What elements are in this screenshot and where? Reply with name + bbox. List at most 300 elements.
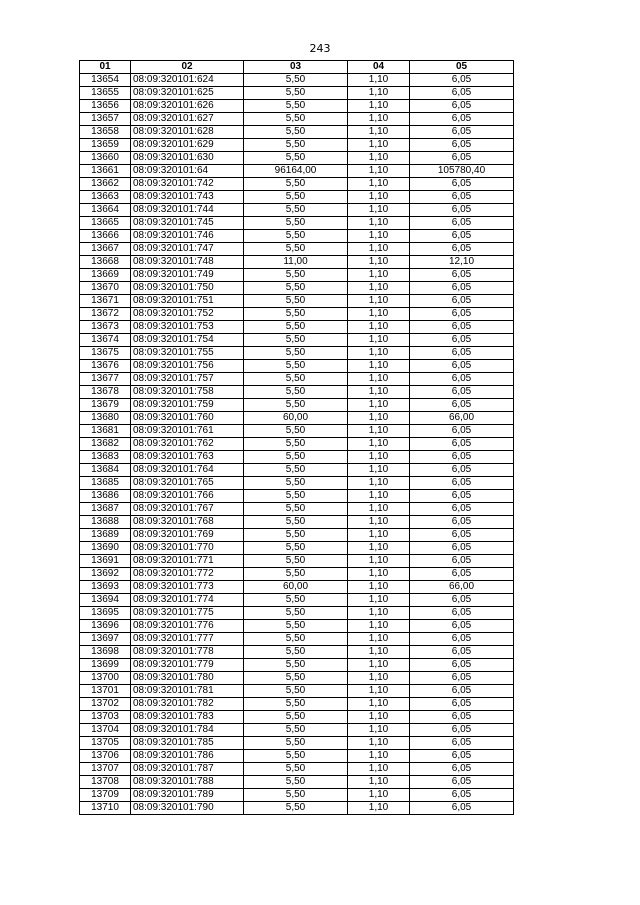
cadastral-number-cell: 08:09:320101:766 <box>131 490 244 503</box>
cadastral-number-cell: 08:09:320101:754 <box>131 334 244 347</box>
row-number-cell: 13700 <box>80 672 131 685</box>
table-row <box>80 399 514 412</box>
value-03-cell: 5,50 <box>244 113 348 126</box>
value-03-cell: 5,50 <box>244 659 348 672</box>
row-number-cell: 13690 <box>80 542 131 555</box>
table-row <box>80 477 514 490</box>
coefficient-04-cell: 1,10 <box>348 685 410 698</box>
coefficient-04-cell: 1,10 <box>348 126 410 139</box>
cadastral-number-cell: 08:09:320101:780 <box>131 672 244 685</box>
value-05-cell: 6,05 <box>410 503 514 516</box>
coefficient-04-cell: 1,10 <box>348 191 410 204</box>
row-number-cell: 13694 <box>80 594 131 607</box>
value-03-cell: 11,00 <box>244 256 348 269</box>
cadastral-number-cell: 08:09:320101:788 <box>131 776 244 789</box>
coefficient-04-cell: 1,10 <box>348 503 410 516</box>
cadastral-number-cell: 08:09:320101:775 <box>131 607 244 620</box>
value-05-cell: 6,05 <box>410 451 514 464</box>
value-03-cell: 5,50 <box>244 607 348 620</box>
cadastral-number-cell: 08:09:320101:783 <box>131 711 244 724</box>
table-row <box>80 659 514 672</box>
cadastral-number-cell: 08:09:320101:746 <box>131 230 244 243</box>
cadastral-number-cell: 08:09:320101:787 <box>131 763 244 776</box>
table-row <box>80 139 514 152</box>
value-03-cell: 5,50 <box>244 711 348 724</box>
table-row <box>80 750 514 763</box>
value-03-cell: 5,50 <box>244 425 348 438</box>
value-03-cell: 5,50 <box>244 360 348 373</box>
table-row <box>80 204 514 217</box>
value-05-cell: 6,05 <box>410 360 514 373</box>
cadastral-number-cell: 08:09:320101:784 <box>131 724 244 737</box>
value-05-cell: 6,05 <box>410 74 514 87</box>
value-03-cell: 5,50 <box>244 282 348 295</box>
row-number-cell: 13656 <box>80 100 131 113</box>
value-05-cell: 12,10 <box>410 256 514 269</box>
cadastral-number-cell: 08:09:320101:759 <box>131 399 244 412</box>
value-05-cell: 6,05 <box>410 139 514 152</box>
value-05-cell: 6,05 <box>410 399 514 412</box>
row-number-cell: 13668 <box>80 256 131 269</box>
row-number-cell: 13665 <box>80 217 131 230</box>
row-number-cell: 13677 <box>80 373 131 386</box>
value-03-cell: 5,50 <box>244 126 348 139</box>
coefficient-04-cell: 1,10 <box>348 646 410 659</box>
table-row <box>80 334 514 347</box>
row-number-cell: 13692 <box>80 568 131 581</box>
value-05-cell: 6,05 <box>410 308 514 321</box>
table-row <box>80 646 514 659</box>
value-05-cell: 105780,40 <box>410 165 514 178</box>
value-05-cell: 6,05 <box>410 529 514 542</box>
value-03-cell: 5,50 <box>244 685 348 698</box>
coefficient-04-cell: 1,10 <box>348 74 410 87</box>
cadastral-number-cell: 08:09:320101:769 <box>131 529 244 542</box>
cadastral-number-cell: 08:09:320101:757 <box>131 373 244 386</box>
value-03-cell: 5,50 <box>244 152 348 165</box>
table-row <box>80 87 514 100</box>
table-row <box>80 737 514 750</box>
row-number-cell: 13702 <box>80 698 131 711</box>
table-row <box>80 100 514 113</box>
table-row <box>80 451 514 464</box>
cadastral-number-cell: 08:09:320101:627 <box>131 113 244 126</box>
value-03-cell: 5,50 <box>244 503 348 516</box>
coefficient-04-cell: 1,10 <box>348 464 410 477</box>
cadastral-number-cell: 08:09:320101:774 <box>131 594 244 607</box>
row-number-cell: 13662 <box>80 178 131 191</box>
value-03-cell: 5,50 <box>244 672 348 685</box>
value-03-cell: 5,50 <box>244 698 348 711</box>
value-03-cell: 5,50 <box>244 633 348 646</box>
table-row <box>80 607 514 620</box>
row-number-cell: 13691 <box>80 555 131 568</box>
value-05-cell: 6,05 <box>410 724 514 737</box>
cadastral-number-cell: 08:09:320101:763 <box>131 451 244 464</box>
value-05-cell: 6,05 <box>410 438 514 451</box>
coefficient-04-cell: 1,10 <box>348 178 410 191</box>
value-03-cell: 5,50 <box>244 139 348 152</box>
table-row <box>80 347 514 360</box>
row-number-cell: 13709 <box>80 789 131 802</box>
cadastral-number-cell: 08:09:320101:777 <box>131 633 244 646</box>
value-05-cell: 6,05 <box>410 191 514 204</box>
table-row <box>80 74 514 87</box>
coefficient-04-cell: 1,10 <box>348 217 410 230</box>
value-03-cell: 5,50 <box>244 74 348 87</box>
row-number-cell: 13696 <box>80 620 131 633</box>
cadastral-number-cell: 08:09:320101:745 <box>131 217 244 230</box>
coefficient-04-cell: 1,10 <box>348 386 410 399</box>
coefficient-04-cell: 1,10 <box>348 373 410 386</box>
coefficient-04-cell: 1,10 <box>348 204 410 217</box>
value-05-cell: 66,00 <box>410 412 514 425</box>
row-number-cell: 13683 <box>80 451 131 464</box>
value-05-cell: 6,05 <box>410 594 514 607</box>
row-number-cell: 13698 <box>80 646 131 659</box>
row-number-cell: 13676 <box>80 360 131 373</box>
cadastral-number-cell: 08:09:320101:776 <box>131 620 244 633</box>
value-05-cell: 6,05 <box>410 113 514 126</box>
row-number-cell: 13675 <box>80 347 131 360</box>
row-number-cell: 13687 <box>80 503 131 516</box>
coefficient-04-cell: 1,10 <box>348 542 410 555</box>
value-03-cell: 5,50 <box>244 230 348 243</box>
value-03-cell: 5,50 <box>244 789 348 802</box>
table-row <box>80 555 514 568</box>
table-row <box>80 230 514 243</box>
cadastral-number-cell: 08:09:320101:781 <box>131 685 244 698</box>
table-row <box>80 763 514 776</box>
value-03-cell: 5,50 <box>244 568 348 581</box>
coefficient-04-cell: 1,10 <box>348 165 410 178</box>
value-05-cell: 6,05 <box>410 633 514 646</box>
value-03-cell: 5,50 <box>244 334 348 347</box>
row-number-cell: 13654 <box>80 74 131 87</box>
value-05-cell: 6,05 <box>410 620 514 633</box>
value-03-cell: 5,50 <box>244 204 348 217</box>
cadastral-number-cell: 08:09:320101:624 <box>131 74 244 87</box>
coefficient-04-cell: 1,10 <box>348 334 410 347</box>
value-05-cell: 6,05 <box>410 646 514 659</box>
coefficient-04-cell: 1,10 <box>348 425 410 438</box>
table-row <box>80 789 514 802</box>
table-row <box>80 269 514 282</box>
coefficient-04-cell: 1,10 <box>348 607 410 620</box>
table-row <box>80 542 514 555</box>
coefficient-04-cell: 1,10 <box>348 139 410 152</box>
row-number-cell: 13680 <box>80 412 131 425</box>
coefficient-04-cell: 1,10 <box>348 100 410 113</box>
table-row <box>80 113 514 126</box>
cadastral-number-cell: 08:09:320101:779 <box>131 659 244 672</box>
value-03-cell: 5,50 <box>244 438 348 451</box>
coefficient-04-cell: 1,10 <box>348 594 410 607</box>
value-05-cell: 6,05 <box>410 672 514 685</box>
value-05-cell: 6,05 <box>410 763 514 776</box>
row-number-cell: 13684 <box>80 464 131 477</box>
value-03-cell: 5,50 <box>244 750 348 763</box>
coefficient-04-cell: 1,10 <box>348 321 410 334</box>
value-03-cell: 60,00 <box>244 412 348 425</box>
coefficient-04-cell: 1,10 <box>348 555 410 568</box>
row-number-cell: 13682 <box>80 438 131 451</box>
table-row <box>80 672 514 685</box>
coefficient-04-cell: 1,10 <box>348 282 410 295</box>
row-number-cell: 13660 <box>80 152 131 165</box>
table-row <box>80 685 514 698</box>
value-05-cell: 6,05 <box>410 659 514 672</box>
coefficient-04-cell: 1,10 <box>348 399 410 412</box>
cadastral-number-cell: 08:09:320101:625 <box>131 87 244 100</box>
coefficient-04-cell: 1,10 <box>348 633 410 646</box>
coefficient-04-cell: 1,10 <box>348 620 410 633</box>
coefficient-04-cell: 1,10 <box>348 412 410 425</box>
table-row <box>80 191 514 204</box>
table-row <box>80 516 514 529</box>
row-number-cell: 13674 <box>80 334 131 347</box>
row-number-cell: 13670 <box>80 282 131 295</box>
row-number-cell: 13657 <box>80 113 131 126</box>
coefficient-04-cell: 1,10 <box>348 230 410 243</box>
table-row <box>80 503 514 516</box>
value-05-cell: 6,05 <box>410 347 514 360</box>
cadastral-number-cell: 08:09:320101:629 <box>131 139 244 152</box>
coefficient-04-cell: 1,10 <box>348 360 410 373</box>
value-05-cell: 6,05 <box>410 737 514 750</box>
value-05-cell: 6,05 <box>410 373 514 386</box>
row-number-cell: 13688 <box>80 516 131 529</box>
value-05-cell: 6,05 <box>410 152 514 165</box>
value-05-cell: 6,05 <box>410 295 514 308</box>
value-05-cell: 66,00 <box>410 581 514 594</box>
cadastral-number-cell: 08:09:320101:790 <box>131 802 244 815</box>
value-05-cell: 6,05 <box>410 750 514 763</box>
cadastral-number-cell: 08:09:320101:770 <box>131 542 244 555</box>
value-05-cell: 6,05 <box>410 555 514 568</box>
coefficient-04-cell: 1,10 <box>348 477 410 490</box>
coefficient-04-cell: 1,10 <box>348 269 410 282</box>
coefficient-04-cell: 1,10 <box>348 737 410 750</box>
column-header-02: 02 <box>131 61 244 74</box>
value-05-cell: 6,05 <box>410 230 514 243</box>
coefficient-04-cell: 1,10 <box>348 776 410 789</box>
row-number-cell: 13699 <box>80 659 131 672</box>
value-03-cell: 5,50 <box>244 347 348 360</box>
value-03-cell: 5,50 <box>244 542 348 555</box>
table-row <box>80 386 514 399</box>
row-number-cell: 13671 <box>80 295 131 308</box>
value-05-cell: 6,05 <box>410 776 514 789</box>
coefficient-04-cell: 1,10 <box>348 750 410 763</box>
table-row <box>80 360 514 373</box>
row-number-cell: 13663 <box>80 191 131 204</box>
value-05-cell: 6,05 <box>410 217 514 230</box>
value-03-cell: 5,50 <box>244 87 348 100</box>
value-03-cell: 96164,00 <box>244 165 348 178</box>
coefficient-04-cell: 1,10 <box>348 724 410 737</box>
row-number-cell: 13697 <box>80 633 131 646</box>
value-03-cell: 5,50 <box>244 269 348 282</box>
value-05-cell: 6,05 <box>410 269 514 282</box>
cadastral-number-cell: 08:09:320101:753 <box>131 321 244 334</box>
column-header-05: 05 <box>410 61 514 74</box>
row-number-cell: 13710 <box>80 802 131 815</box>
coefficient-04-cell: 1,10 <box>348 87 410 100</box>
value-03-cell: 5,50 <box>244 724 348 737</box>
cadastral-number-cell: 08:09:320101:626 <box>131 100 244 113</box>
value-03-cell: 5,50 <box>244 178 348 191</box>
value-05-cell: 6,05 <box>410 204 514 217</box>
coefficient-04-cell: 1,10 <box>348 802 410 815</box>
row-number-cell: 13661 <box>80 165 131 178</box>
table-row <box>80 373 514 386</box>
value-03-cell: 5,50 <box>244 386 348 399</box>
table-row <box>80 581 514 594</box>
value-03-cell: 5,50 <box>244 321 348 334</box>
coefficient-04-cell: 1,10 <box>348 568 410 581</box>
value-03-cell: 5,50 <box>244 529 348 542</box>
row-number-cell: 13681 <box>80 425 131 438</box>
cadastral-number-cell: 08:09:320101:752 <box>131 308 244 321</box>
coefficient-04-cell: 1,10 <box>348 698 410 711</box>
cadastral-number-cell: 08:09:320101:743 <box>131 191 244 204</box>
value-03-cell: 5,50 <box>244 399 348 412</box>
value-05-cell: 6,05 <box>410 698 514 711</box>
row-number-cell: 13686 <box>80 490 131 503</box>
value-03-cell: 5,50 <box>244 776 348 789</box>
value-05-cell: 6,05 <box>410 243 514 256</box>
coefficient-04-cell: 1,10 <box>348 451 410 464</box>
coefficient-04-cell: 1,10 <box>348 659 410 672</box>
value-05-cell: 6,05 <box>410 178 514 191</box>
cadastral-number-cell: 08:09:320101:785 <box>131 737 244 750</box>
value-05-cell: 6,05 <box>410 802 514 815</box>
header-row <box>80 61 514 74</box>
row-number-cell: 13704 <box>80 724 131 737</box>
coefficient-04-cell: 1,10 <box>348 516 410 529</box>
row-number-cell: 13659 <box>80 139 131 152</box>
value-03-cell: 5,50 <box>244 451 348 464</box>
cadastral-number-cell: 08:09:320101:786 <box>131 750 244 763</box>
row-number-cell: 13703 <box>80 711 131 724</box>
column-header-03: 03 <box>244 61 348 74</box>
cadastral-number-cell: 08:09:320101:789 <box>131 789 244 802</box>
value-03-cell: 5,50 <box>244 464 348 477</box>
table-row <box>80 243 514 256</box>
value-03-cell: 5,50 <box>244 594 348 607</box>
cadastral-number-cell: 08:09:320101:755 <box>131 347 244 360</box>
cadastral-number-cell: 08:09:320101:778 <box>131 646 244 659</box>
row-number-cell: 13695 <box>80 607 131 620</box>
column-header-04: 04 <box>348 61 410 74</box>
cadastral-number-cell: 08:09:320101:756 <box>131 360 244 373</box>
row-number-cell: 13655 <box>80 87 131 100</box>
value-05-cell: 6,05 <box>410 87 514 100</box>
row-number-cell: 13708 <box>80 776 131 789</box>
cadastral-number-cell: 08:09:320101:64 <box>131 165 244 178</box>
value-05-cell: 6,05 <box>410 100 514 113</box>
coefficient-04-cell: 1,10 <box>348 672 410 685</box>
value-03-cell: 5,50 <box>244 802 348 815</box>
coefficient-04-cell: 1,10 <box>348 113 410 126</box>
value-03-cell: 5,50 <box>244 620 348 633</box>
value-05-cell: 6,05 <box>410 126 514 139</box>
value-05-cell: 6,05 <box>410 789 514 802</box>
coefficient-04-cell: 1,10 <box>348 347 410 360</box>
value-03-cell: 5,50 <box>244 555 348 568</box>
table-row <box>80 412 514 425</box>
value-05-cell: 6,05 <box>410 607 514 620</box>
cadastral-number-cell: 08:09:320101:771 <box>131 555 244 568</box>
row-number-cell: 13666 <box>80 230 131 243</box>
table-row <box>80 256 514 269</box>
page-number: 243 <box>309 42 331 55</box>
row-number-cell: 13658 <box>80 126 131 139</box>
value-03-cell: 5,50 <box>244 516 348 529</box>
row-number-cell: 13685 <box>80 477 131 490</box>
table-row <box>80 620 514 633</box>
value-03-cell: 5,50 <box>244 243 348 256</box>
table-row <box>80 217 514 230</box>
row-number-cell: 13669 <box>80 269 131 282</box>
coefficient-04-cell: 1,10 <box>348 438 410 451</box>
value-03-cell: 5,50 <box>244 308 348 321</box>
value-03-cell: 5,50 <box>244 490 348 503</box>
table-row <box>80 321 514 334</box>
row-number-cell: 13678 <box>80 386 131 399</box>
value-05-cell: 6,05 <box>410 685 514 698</box>
coefficient-04-cell: 1,10 <box>348 529 410 542</box>
value-05-cell: 6,05 <box>410 282 514 295</box>
cadastral-number-cell: 08:09:320101:749 <box>131 269 244 282</box>
row-number-cell: 13667 <box>80 243 131 256</box>
row-number-cell: 13673 <box>80 321 131 334</box>
value-05-cell: 6,05 <box>410 464 514 477</box>
cadastral-number-cell: 08:09:320101:768 <box>131 516 244 529</box>
row-number-cell: 13693 <box>80 581 131 594</box>
cadastral-number-cell: 08:09:320101:747 <box>131 243 244 256</box>
cadastral-number-cell: 08:09:320101:744 <box>131 204 244 217</box>
value-05-cell: 6,05 <box>410 490 514 503</box>
cadastral-number-cell: 08:09:320101:764 <box>131 464 244 477</box>
value-03-cell: 60,00 <box>244 581 348 594</box>
value-05-cell: 6,05 <box>410 516 514 529</box>
value-05-cell: 6,05 <box>410 321 514 334</box>
value-05-cell: 6,05 <box>410 568 514 581</box>
table-row <box>80 724 514 737</box>
cadastral-number-cell: 08:09:320101:782 <box>131 698 244 711</box>
row-number-cell: 13689 <box>80 529 131 542</box>
table-row <box>80 152 514 165</box>
value-03-cell: 5,50 <box>244 217 348 230</box>
table-row <box>80 282 514 295</box>
value-03-cell: 5,50 <box>244 100 348 113</box>
column-header-01: 01 <box>80 61 131 74</box>
row-number-cell: 13707 <box>80 763 131 776</box>
row-number-cell: 13664 <box>80 204 131 217</box>
value-03-cell: 5,50 <box>244 646 348 659</box>
table-row <box>80 594 514 607</box>
table-row <box>80 633 514 646</box>
cadastral-number-cell: 08:09:320101:742 <box>131 178 244 191</box>
cadastral-number-cell: 08:09:320101:751 <box>131 295 244 308</box>
row-number-cell: 13706 <box>80 750 131 763</box>
value-03-cell: 5,50 <box>244 373 348 386</box>
coefficient-04-cell: 1,10 <box>348 152 410 165</box>
table-row <box>80 308 514 321</box>
table-row <box>80 802 514 815</box>
